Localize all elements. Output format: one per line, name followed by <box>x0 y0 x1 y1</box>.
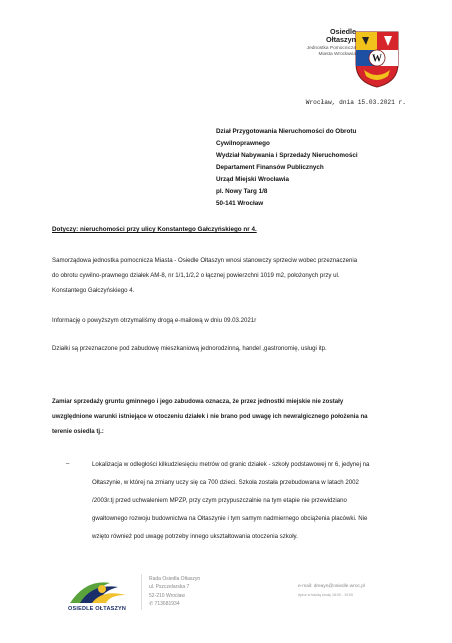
bullet-line: gwałtownego rozwoju budownictwa na Ołtaszynie i tym samym nadmiernego obciążenia placówki. Nie <box>92 515 368 522</box>
recipient-line: Departament Finansów Publicznych <box>216 164 324 171</box>
recipient-line: pl. Nowy Targ 1/8 <box>216 188 268 195</box>
paragraph-line: do obrotu cywilno-prawnego działek AM-8, nr 1/1,1/2,2 o łącznej powierzchni 1019 m2, położonych przy ul. <box>52 272 340 279</box>
recipient-line: Cywilnoprawnego <box>216 140 270 147</box>
footer-address <box>149 575 200 609</box>
footer-phone-number: 713681934 <box>154 601 180 608</box>
svg-text:W: W <box>372 53 382 65</box>
footer-hours: dyżur w każdą środę 18:00 - 19:00 <box>298 593 354 597</box>
footer-logo-text: OSIEDLE OŁTASZYN <box>68 606 127 612</box>
letter-date: Wrocław, dnia 15.03.2021 r. <box>305 99 406 106</box>
footer-contact <box>298 583 365 599</box>
paragraph-purpose: Działki są przeznaczone pod zabudowę mieszkaniową jednorodzinną, handel ,gastronomię, usługi itp. <box>52 345 327 352</box>
recipient-address <box>216 126 406 210</box>
org-name-line1: Osiedle <box>330 27 356 36</box>
paragraph-line: Konstantego Gałczyńskiego 4. <box>52 287 135 294</box>
recipient-line: Dział Przygotowania Nieruchomości do Obrotu <box>216 128 357 135</box>
bullet-line: Lokalizacja w odległości kilkudziesięciu metrów od granic działek - szkoły podstawowej nr 6, jedynej na <box>92 461 370 468</box>
bullet-line: /2003r.tj przed uchwaleniem MPZP, przy czym przypuszczalnie na tym etapie nie przewidziano <box>92 497 347 504</box>
org-sub-line2: Miasta Wrocławia <box>318 52 356 58</box>
paragraph-line: Zamiar sprzedaży gruntu gminnego i jego zabudowa oznacza, że przez jednostki miejskie nie zostały <box>52 398 344 405</box>
recipient-line: 50-141 Wrocław <box>216 200 264 207</box>
coat-of-arms-icon <box>354 30 400 88</box>
recipient-line: Wydział Nabywania i Sprzedaży Nieruchomości <box>216 152 358 159</box>
paragraph-info: Informację o powyższym otrzymaliśmy drogą e-mailową w dniu 09.03.2021r <box>52 317 257 324</box>
org-header <box>307 28 356 58</box>
phone-icon: ✆ <box>149 601 154 608</box>
paragraph-line: terenie osiedla tj.: <box>52 428 104 435</box>
footer-address-line: ul. Pszczelarska 7 <box>149 584 190 591</box>
paragraph-line: Samorządowa jednostka pomocnicza Miasta - Osiedle Ołtaszyn wnosi stanowczy sprzeciw wobec przeznaczenia <box>52 257 358 264</box>
paragraph-intent <box>52 394 402 439</box>
bullet-line: wzięto również pod uwagę potrzeby innego ukształtowania otoczenia szkoły. <box>92 533 298 540</box>
letter-subject: Dotyczy: nieruchomości przy ulicy Konstantego Gałczyńskiego nr 4. <box>52 226 257 233</box>
footer-divider <box>141 574 142 610</box>
footer-phone <box>149 600 200 608</box>
org-sub-line1: Jednostka Pomocnicza <box>306 45 356 51</box>
bullet-line: Ołtaszynie, w której na zmiany uczy się ca 700 dzieci. Szkoła została przebudowana w latach 2002 <box>92 479 359 486</box>
footer-address-line: Rada Osiedla Ołtaszyn <box>149 576 201 582</box>
paragraph-objection <box>52 253 402 298</box>
bullet-text <box>92 456 402 546</box>
footer-email: e-mail: dreayn@osiedle.wroc.pl <box>298 584 365 589</box>
bullet-marker: – <box>66 460 70 467</box>
paragraph-line: uwzględnione warunki istniejące w otoczeniu działek i nie brano pod uwagę ich newralgicznego położenia na <box>52 413 368 420</box>
footer-address-line: 52-210 Wrocław <box>149 592 186 599</box>
recipient-line: Urząd Miejski Wrocławia <box>216 176 290 183</box>
org-name-line2: Ołtaszyn <box>326 35 356 45</box>
